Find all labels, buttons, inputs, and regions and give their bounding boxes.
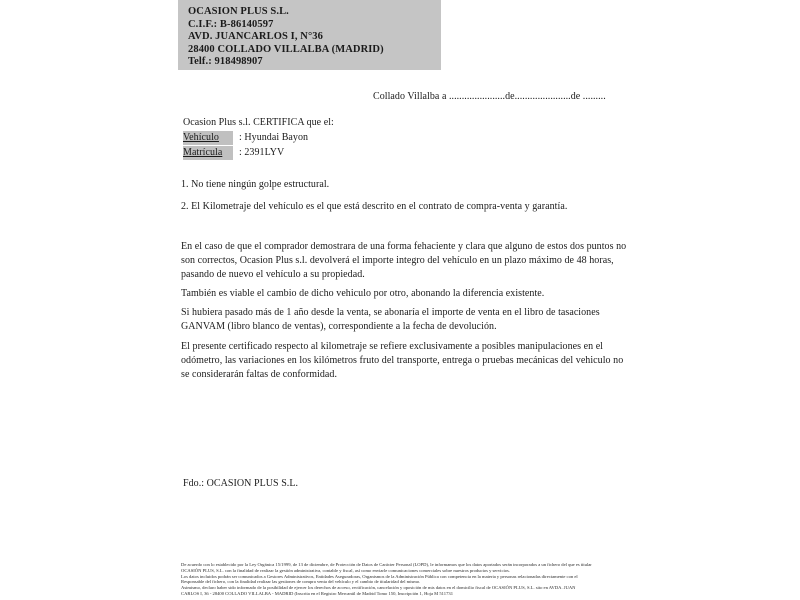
legal-line: De acuerdo con lo establecido por la Ley Orgánica 15/1999, de 13 de diciembre, de Protección de Datos de Carácter Personal (LOPD), le informamos que los datos aportados serán incorporados a un fichero del que es titular [181, 562, 592, 567]
legal-line: Asimismo, declaro haber sido informado de la posibilidad de ejercer los derechos de acceso, rectificación, cancelación y oposición de mis datos en el domicilio fiscal de OCASIÓN PLUS, S.L. sito en AVDA. JUAN [181, 585, 576, 591]
condition-point-1: 1. No tiene ningún golpe estructural. [181, 179, 330, 190]
company-letterhead [178, 0, 441, 70]
plate-label: Matrícula [183, 146, 233, 160]
company-cif: C.I.F.: B-86140597 [188, 18, 274, 30]
signature-line: Fdo.: OCASION PLUS S.L. [183, 478, 299, 489]
plate-row [183, 146, 284, 160]
legal-line: Los datos incluidos podrán ser comunicados a Gestores Administrativos, Entidades Aseguradoras, Organismos de la Administración Pública con competencia en la materia y personas relacionadas directamente con el [181, 573, 578, 579]
date-line: Collado Villalba a ......................de......................de ......... [373, 91, 606, 102]
company-name: OCASION PLUS S.L. [188, 6, 289, 17]
company-phone: Telf.: 918498907 [188, 56, 263, 68]
plate-value: : 2391LYV [239, 147, 285, 158]
legal-fine-print [181, 562, 617, 597]
vehicle-value: : Hyundai Bayon [239, 132, 309, 143]
legal-line: OCASIÓN PLUS, S.L. con la finalidad de realizar la gestión administrativa, contable y fiscal, así como enviarle comunicaciones comerciales sobre nuestros productos y servicios. [181, 567, 510, 573]
vehicle-row [183, 131, 308, 145]
vehicle-label: Vehículo [183, 131, 233, 145]
condition-point-2: 2. El Kilometraje del vehículo es el que está descrito en el contrato de compra-venta y garantía. [181, 201, 568, 212]
legal-line: Responsable del fichero, con la finalidad realizar las gestiones de compra venta del vehículo y el cambio de titularidad del mismo. [181, 579, 421, 585]
certification-intro: Ocasion Plus s.l. CERTIFICA que el: [183, 117, 334, 128]
legal-line: CARLOS I, 36 - 28400 COLLADO VILLALBA - MADRID (Inscrita en el Registro Mercantil de Madrid Tomo 150, Inscripción 1, Hoja M 511731 [181, 590, 453, 596]
company-city: 28400 COLLADO VILLALBA (MADRID) [188, 43, 384, 55]
terms-paragraph-refund: En el caso de que el comprador demostrara de una forma fehaciente y clara que alguno de estos dos puntos no son correctos, Ocasion Plus s.l. devolverá el importe integro del vehículo en un plazo máximo de 48 horas, pasando de nuevo el vehículo a su propiedad. [181, 241, 627, 280]
company-address: AVD. JUANCARLOS I, N°36 [188, 31, 323, 43]
terms-paragraph-odometer: El presente certificado respecto al kilometraje se refiere exclusivamente a posibles manipulaciones en el odómetro, las variaciones en los kilómetros fruto del transporte, entrega o pruebas mecánicas del vehiculo no se considerarán faltas de conformidad. [181, 341, 624, 380]
terms-paragraph-exchange: También es viable el cambio de dicho vehiculo por otro, abonando la diferencia existente. [181, 288, 545, 299]
terms-paragraph-ganvam: Si hubiera pasado más de 1 año desde la venta, se abonaría el importe de venta en el libro de tasaciones GANVAM (libro blanco de ventas), correspondiente a la fecha de devolución. [181, 307, 600, 332]
